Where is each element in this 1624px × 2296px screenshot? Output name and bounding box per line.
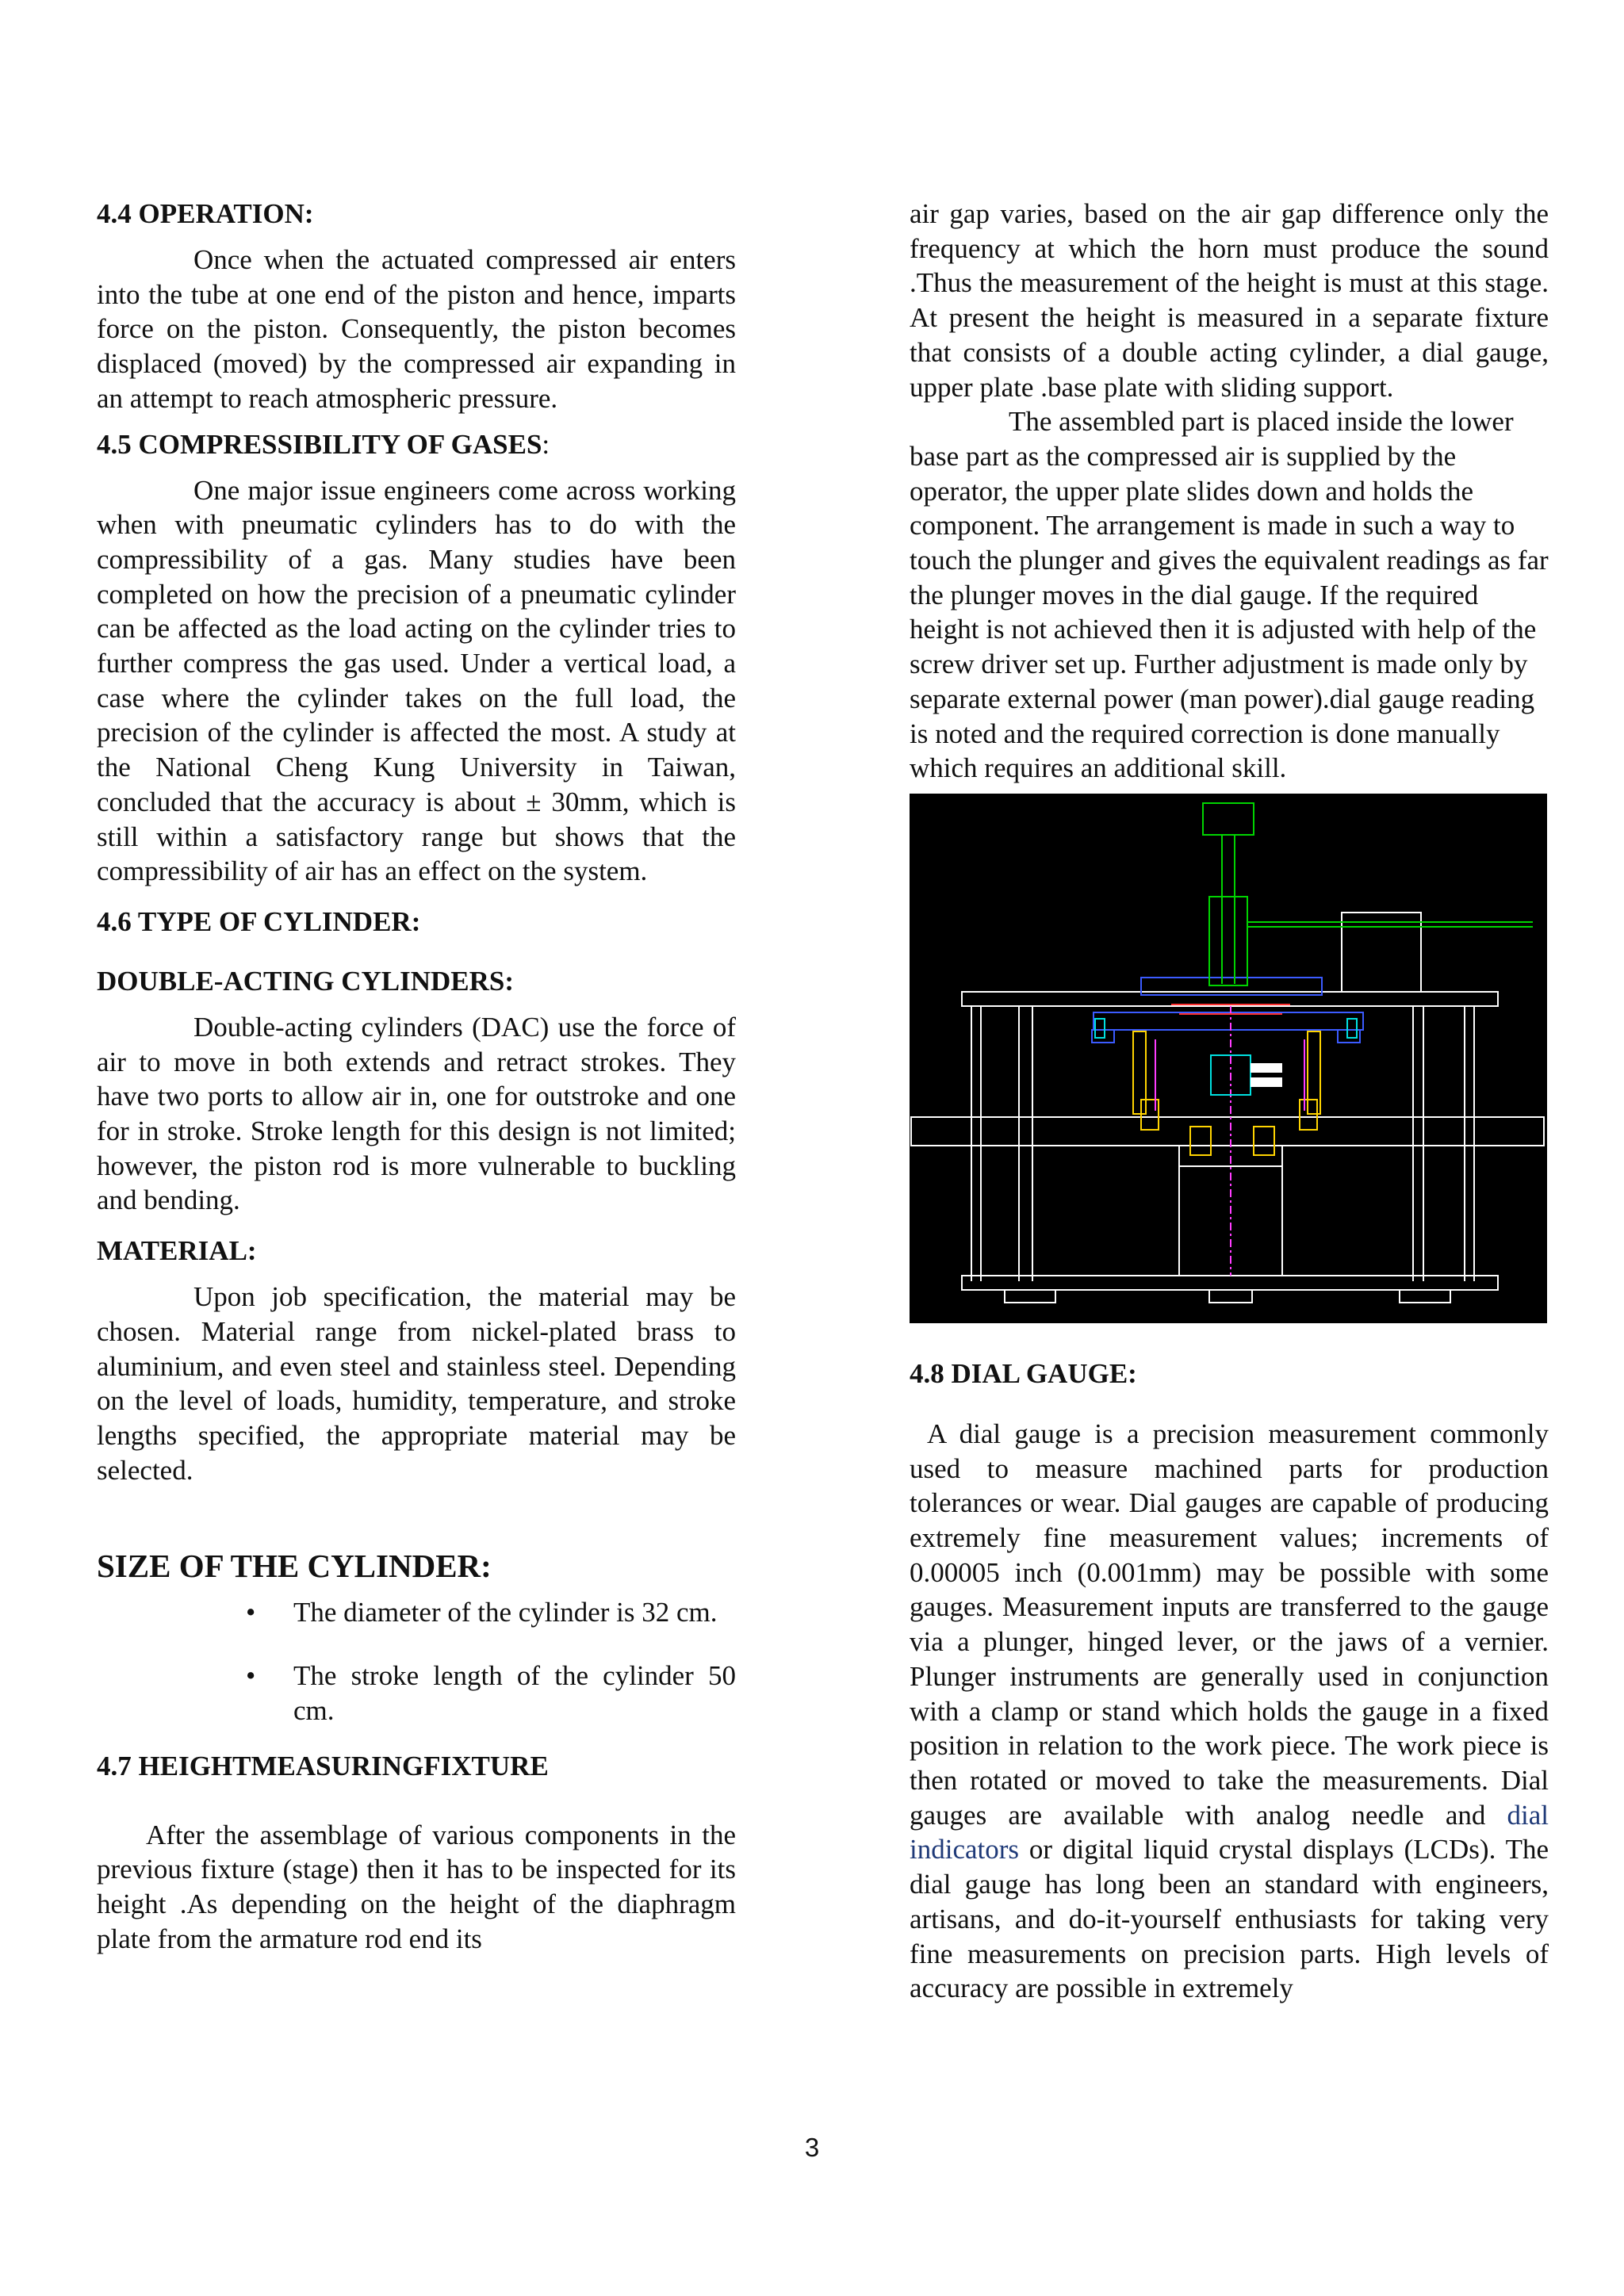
upper-right-block bbox=[1342, 913, 1421, 992]
size-list-item: • The diameter of the cylinder is 32 cm. bbox=[293, 1595, 736, 1630]
fixture-cad-drawing bbox=[910, 794, 1547, 1323]
heading-material: MATERIAL: bbox=[97, 1235, 257, 1267]
operation-paragraph: Once when the actuated compressed air enters into the tube at one end of the piston and hence, imparts force on the piston. Consequently, the piston becomes displaced (moved) by the compressed air expanding in an attempt to reach atmospheric pressure. bbox=[97, 244, 736, 414]
heading-height-measuring-fixture: 4.7 HEIGHTMEASURINGFIXTURE bbox=[97, 1750, 549, 1781]
left-column bbox=[97, 197, 736, 1956]
dial-gauge-paragraph: A dial gauge is a precision measurement commonly used to measure machined parts for production tolerances or wear. Dial gauges are capable of producing extremely fine measurement values; increments of 0.00005 inch (0.001mm) may be possible with some gauges. Measurement inputs are transferred to the gauge via a plunger, hinged lever, or the jaws of a vernier. Plunger instruments are generally used in conjunction with a clamp or stand which holds the gauge in a fixed position in relation to the work piece. The work piece is then rotated or moved to take the measurements. Dial gauges are available with analog needle and dial indicators or digital liquid crystal displays (LCDs). The dial gauge has long been an standard with engineers, artisans, and do-it-yourself enthusiasts for taking very fine measurements on precision parts. High levels of accuracy are possible in extremely bbox=[910, 1418, 1549, 2004]
size-list-item: • The stroke length of the cylinder 50 cm. bbox=[293, 1659, 736, 1728]
base-plate-outline bbox=[962, 1276, 1498, 1290]
fixture-drawing bbox=[910, 794, 1547, 1323]
compressibility-paragraph: One major issue engineers come across working when with pneumatic cylinders has to do with the compressibility of a gas. Many studies have been completed on how the precision of a pneumatic cylinder can be affected as the load acting on the cylinder tries to further compress the gas used. Under a vertical load, a case where the cylinder takes on the full load, the precision of the cylinder is affected the most. A study at the National Cheng Kung University in Taiwan, concluded that the accuracy is about ± 30mm, which is still within a satisfactory range but shows that the compressibility of air has an effect on the system. bbox=[97, 474, 736, 887]
continued-paragraph: air gap varies, based on the air gap difference only the frequency at which the horn must produce the sound .Thus the measurement of the height is must at this stage. At present the height is measured in a separate fixture that consists of a double acting cylinder, a dial gauge, upper plate .base plate with sliding support. bbox=[910, 198, 1549, 403]
dial-indicators-link[interactable]: dial indicators bbox=[910, 1799, 1549, 1866]
material-paragraph: Upon job specification, the material may be chosen. Material range from nickel-plated brass to aluminium, and even steel and stainless steel. Depending on the level of loads, humidity, temperature, and stroke lengths specified, the appropriate material may be selected. bbox=[97, 1281, 736, 1486]
heading-type-of-cylinder: 4.6 TYPE OF CYLINDER: bbox=[97, 905, 421, 937]
heading-operation: 4.4 OPERATION: bbox=[97, 198, 314, 229]
double-acting-paragraph: Double-acting cylinders (DAC) use the force of air to move in both extends and retract strokes. They have two ports to allow air in, one for outstroke and one for in stroke. Stroke length for this design is not limited; however, the piston rod is more vulnerable to buckling and bending. bbox=[97, 1011, 736, 1216]
page-number: 3 bbox=[804, 2133, 820, 2162]
fixture-paragraph: After the assemblage of various components in the previous fixture (stage) then it has to be inspected for its height .As depending on the height of the diaphragm plate from the armature rod end its bbox=[97, 1819, 736, 1954]
heading-size-of-cylinder: SIZE OF THE CYLINDER: bbox=[97, 1548, 492, 1585]
heading-dial-gauge: 4.8 DIAL GAUGE: bbox=[910, 1357, 1137, 1389]
middle-plate-outline bbox=[911, 1117, 1544, 1146]
heading-double-acting: DOUBLE-ACTING CYLINDERS: bbox=[97, 965, 515, 997]
assembled-part-paragraph: The assembled part is placed inside the lower base part as the compressed air is supplied by the operator, the upper plate slides down and holds the component. The arrangement is made in such a way to touch the plunger and gives the equivalent readings as far the plunger moves in the dial gauge. If the required height is not achieved then it is adjusted with help of the screw driver set up. Further adjustment is made only by separate external power (man power).dial gauge reading is noted and the required correction is done manually which requires an additional skill. bbox=[910, 406, 1549, 784]
right-column bbox=[910, 197, 1549, 2006]
heading-compressibility: 4.5 COMPRESSIBILITY OF GASES: bbox=[97, 428, 550, 460]
size-list bbox=[97, 1595, 736, 1728]
